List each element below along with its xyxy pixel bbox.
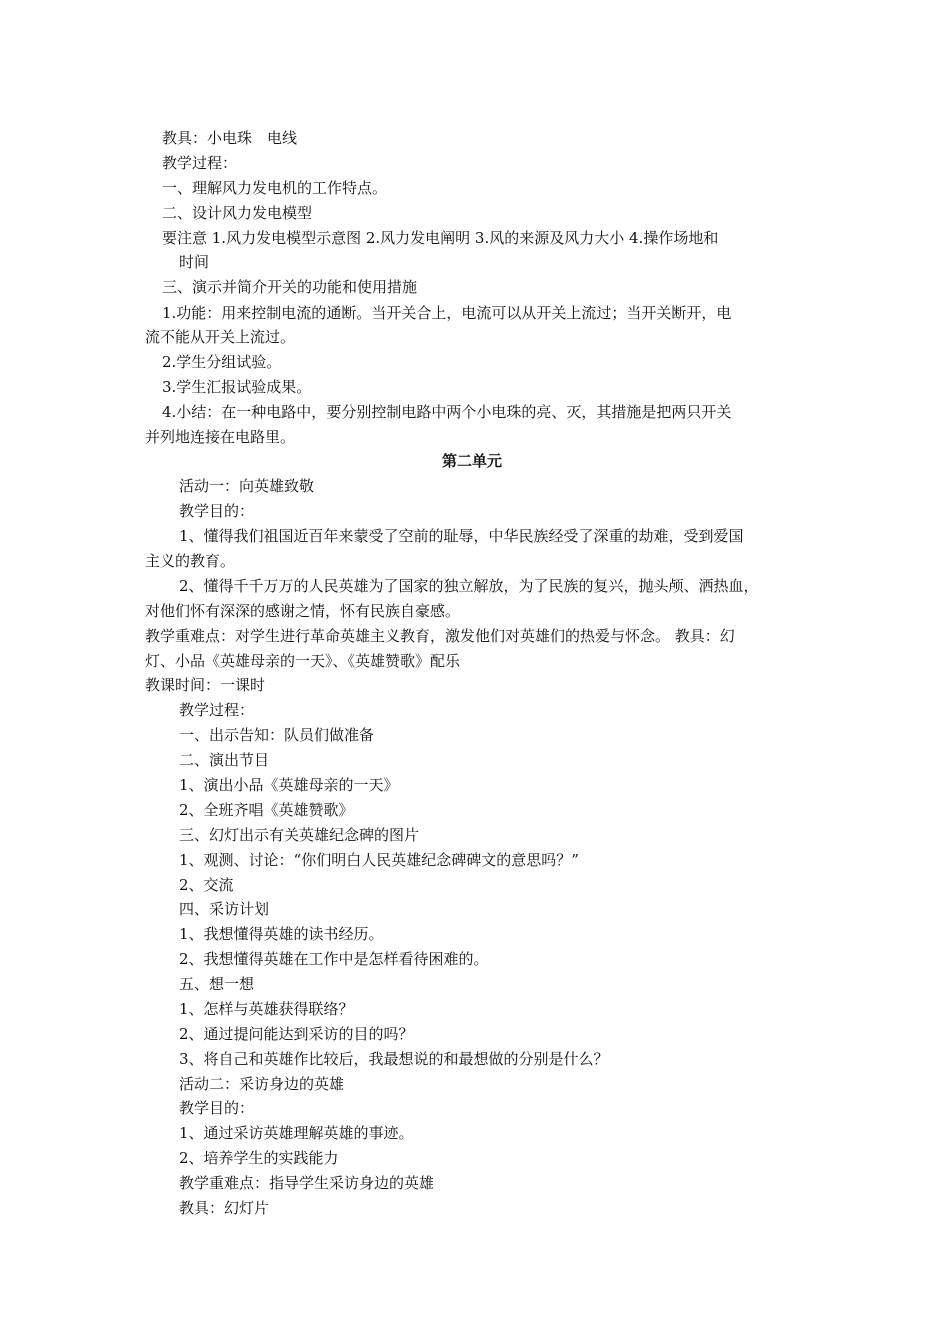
text-line: 三、演示并简介开关的功能和使用措施 [162,278,418,296]
text-line: 1、我想懂得英雄的读书经历。 [179,925,384,943]
text-line: 要注意 1.风力发电模型示意图 2.风力发电阐明 3.风的来源及风力大小 4.操作场地和 [162,229,719,247]
text-line: 教学重难点：对学生进行革命英雄主义教育，激发他们对英雄们的热爱与怀念。 教具：幻 [145,627,735,645]
text-line: 二、演出节目 [179,751,270,769]
text-line: 1.功能：用来控制电流的通断。当开关合上，电流可以从开关上流过；当开关断开，电 [162,304,732,322]
text-line: 二、设计风力发电模型 [162,204,313,222]
text-line: 教课时间：一课时 [145,676,266,694]
text-line: 教具：小电珠 电线 [162,129,298,147]
text-line: 2、全班齐唱《英雄赞歌》 [179,801,354,819]
text-line: 2.学生分组试验。 [162,353,282,371]
text-line: 2、我想懂得英雄在工作中是怎样看待困难的。 [179,950,489,968]
text-line: 1、观测、讨论：“你们明白人民英雄纪念碑碑文的意思吗？” [179,851,579,869]
text-line: 活动二：采访身边的英雄 [179,1075,345,1093]
text-line: 五、想一想 [179,975,255,993]
text-line: 一、理解风力发电机的工作特点。 [162,179,388,197]
section-title: 第二单元 [442,452,503,470]
text-line: 2、通过提问能达到采访的目的吗？ [179,1025,414,1043]
text-line: 3.学生汇报试验成果。 [162,378,312,396]
text-line: 灯、小品《英雄母亲的一天》、《英雄赞歌》配乐 [145,652,461,670]
text-line: 对他们怀有深深的感谢之情，怀有民族自豪感。 [145,602,461,620]
text-line: 4.小结：在一种电路中，要分别控制电路中两个小电珠的亮、灭，其措施是把两只开关 [162,403,732,421]
text-line: 一、出示告知：队员们做准备 [179,726,375,744]
text-line: 1、演出小品《英雄母亲的一天》 [179,776,399,794]
text-line: 教学过程： [179,701,255,719]
text-line: 1、怎样与英雄获得联络？ [179,1000,354,1018]
text-line: 四、采访计划 [179,900,270,918]
text-line: 并列地连接在电路里。 [145,428,296,446]
text-line: 流不能从开关上流过。 [145,328,296,346]
text-line: 主义的教育。 [145,552,236,570]
text-line: 教学目的： [179,1099,255,1117]
text-line: 1、通过采访英雄理解英雄的事迹。 [179,1124,414,1142]
text-line: 三、幻灯出示有关英雄纪念碑的图片 [179,826,420,844]
text-line: 教学过程： [162,154,238,172]
text-line: 教具：幻灯片 [179,1199,270,1217]
text-line: 3、将自己和英雄作比较后，我最想说的和最想做的分别是什么？ [179,1050,609,1068]
text-line: 活动一：向英雄致敬 [179,477,315,495]
text-line: 2、培养学生的实践能力 [179,1149,339,1167]
text-line: 教学目的： [179,502,255,520]
text-line: 教学重难点：指导学生采访身边的英雄 [179,1174,435,1192]
text-line: 2、懂得千千万万的人民英雄为了国家的独立解放，为了民族的复兴，抛头颅、洒热血， [179,577,759,595]
text-line: 2、交流 [179,876,234,894]
text-line: 时间 [179,253,210,271]
text-line: 1、懂得我们祖国近百年来蒙受了空前的耻辱，中华民族经受了深重的劫难，受到爱国 [179,527,744,545]
